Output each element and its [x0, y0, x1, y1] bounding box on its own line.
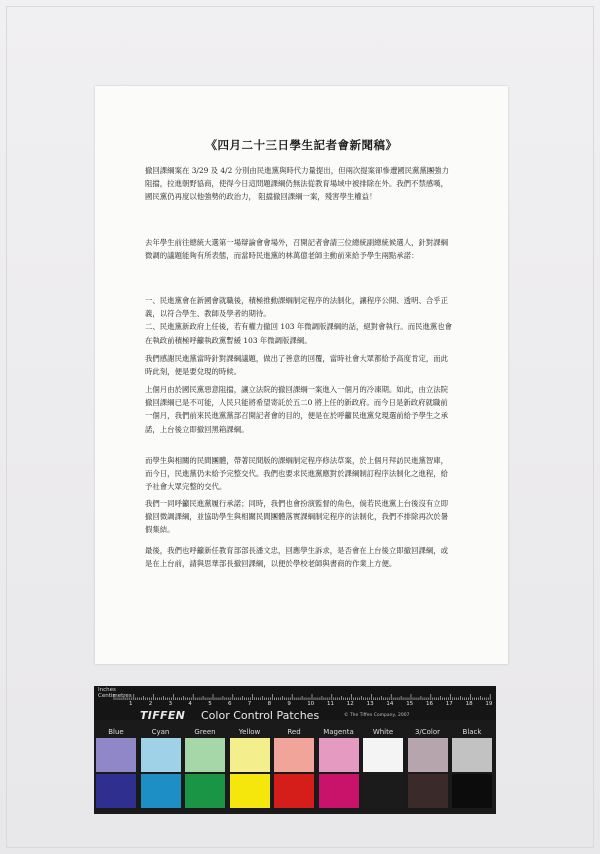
- ruler-number: 5: [208, 701, 212, 707]
- ruler-number: 3: [168, 701, 173, 707]
- patch-dark: [319, 774, 359, 808]
- ruler-number: 12: [346, 701, 354, 707]
- patch-light: [319, 738, 359, 772]
- ruler-number: 11: [327, 701, 334, 707]
- paragraph-7: 我們一同呼籲民進黨履行承諾；同時，我們也會扮演監督的角色，倘若民進黨上台後沒有立即撤回微調課綱，並協助學生與相關民間團體落實課綱制定程序的法制化，我們不排除再次於暑假集結。: [145, 499, 449, 535]
- patch-light: [96, 738, 136, 772]
- patch-label: 3/Color: [414, 728, 441, 736]
- ruler-number: 7: [247, 701, 252, 707]
- patch-label: Yellow: [238, 728, 261, 736]
- patch-light: [408, 738, 448, 772]
- ruler-number: 15: [406, 701, 414, 707]
- brand-logo: TIFFEN: [140, 709, 186, 722]
- patch-dark: [363, 774, 403, 808]
- patch-dark: [274, 774, 314, 808]
- patch-dark: [141, 774, 181, 808]
- ruler-number: 17: [445, 701, 453, 707]
- patch-label: Red: [287, 728, 301, 736]
- ruler-label-centimetres: Centimetres: [98, 693, 132, 699]
- patch-light: [363, 738, 403, 772]
- ruler-number: 1: [129, 701, 133, 707]
- ruler-number: 13: [366, 701, 374, 707]
- paragraph-6: 而學生與相關的民間團體，帶著民間版的課綱制定程序修法草案，於上個月拜訪民進黨智庫，而今日，民進黨仍未給予完整交代。我們也要求民進黨應對於課綱制訂程序法制化之進程，給予社會大眾完整的交代。: [145, 456, 449, 492]
- brand-subtitle: Color Control Patches: [201, 709, 320, 722]
- ruler-label-inches: Inches: [98, 687, 116, 693]
- ruler-number: 9: [287, 701, 291, 707]
- patch-dark: [452, 774, 492, 808]
- press-release-sheet: [95, 86, 508, 664]
- paragraph-1: 撤回課綱案在 3/29 及 4/2 分別由民進黨與時代力量提出，但兩次提案卻慘遭國民黨黨團強力阻擋，拉進朝野協商，使得今日這問題課綱仍無法從教育場域中被排除在外。我們不禁感嘆，國民黨仍再度以他強勢的政治力， 阻擋撤回課綱一案，殘害學生權益！: [145, 166, 449, 202]
- document-title: 《四月二十三日學生記者會新聞稿》: [205, 138, 398, 152]
- patch-light: [185, 738, 225, 772]
- ruler: [94, 686, 496, 720]
- ruler-number: 6: [228, 701, 232, 707]
- patch-light: [452, 738, 492, 772]
- paragraph-4: 我們感謝民進黨當時針對課綱議題，做出了善意的回覆，當時社會大眾都給予高度肯定，而此時此刻，便是要兌現的時候。: [145, 354, 449, 377]
- patch-label: Green: [194, 728, 216, 736]
- patch-light: [230, 738, 270, 772]
- ruler-number: 2: [148, 701, 153, 707]
- ruler-number: 16: [426, 701, 433, 707]
- paragraph-2: 去年學生前往總統大選第一場辯論會會場外，召開記者會請三位總統副總統候選人，針對課綱微調的議題能夠有所表態，而當時民進黨的林萬億老師主動前來給予學生兩點承諾：: [145, 238, 449, 261]
- patch-label: Cyan: [151, 728, 170, 736]
- paragraph-5: 上個月由於國民黨惡意阻擋，讓立法院的撤回課綱一案進入一個月的冷凍期。如此，由立法院撤回課綱已是不可能，人民只能將希望寄託於五二0 將上任的新政府。而今日是新政府就職前一個月，我們前來民進黨黨部召開記者會的目的，便是在於呼籲民進黨兌現選前給予學生之承諾，上台後立即撤回黑箱課綱。: [145, 385, 449, 434]
- paragraph-3: 一、民進黨會在新國會就職後，積極推動課綱制定程序的法制化，讓程序公開、透明、合乎正義，以符合學生、教師及學者的期待。 二、民進黨新政府上任後，若有權力撤回 103 年微調版課綱的話，絕對會執行。而民進黨也會在執政前積極呼籲執政黨暫緩 103 年微調版課綱。: [145, 296, 453, 345]
- patch-label: Black: [462, 728, 482, 736]
- patch-label: Blue: [108, 728, 124, 736]
- ruler-number: 14: [386, 701, 394, 707]
- color-control-target: [94, 686, 496, 814]
- paragraph-8: 最後，我們也呼籲新任教育部部長潘文忠，回應學生訴求，是否會在上台後立即撤回課綱，或是在上台前，請與思華部長撤回課綱，以便於學校老師與書商的作業上方便。: [145, 546, 449, 569]
- patch-dark: [408, 774, 448, 808]
- ruler-number: 18: [465, 701, 473, 707]
- patch-dark: [185, 774, 225, 808]
- patch-label: Magenta: [323, 728, 354, 736]
- ruler-number: 4: [188, 701, 192, 707]
- patch-light: [274, 738, 314, 772]
- ruler-number: 8: [267, 701, 272, 707]
- copyright-notice: © The Tiffen Company, 2007: [344, 713, 410, 718]
- patch-label: White: [372, 728, 394, 736]
- ruler-number: 10: [307, 701, 315, 707]
- ruler-number: 19: [485, 701, 493, 707]
- patch-dark: [96, 774, 136, 808]
- patch-dark: [230, 774, 270, 808]
- patch-light: [141, 738, 181, 772]
